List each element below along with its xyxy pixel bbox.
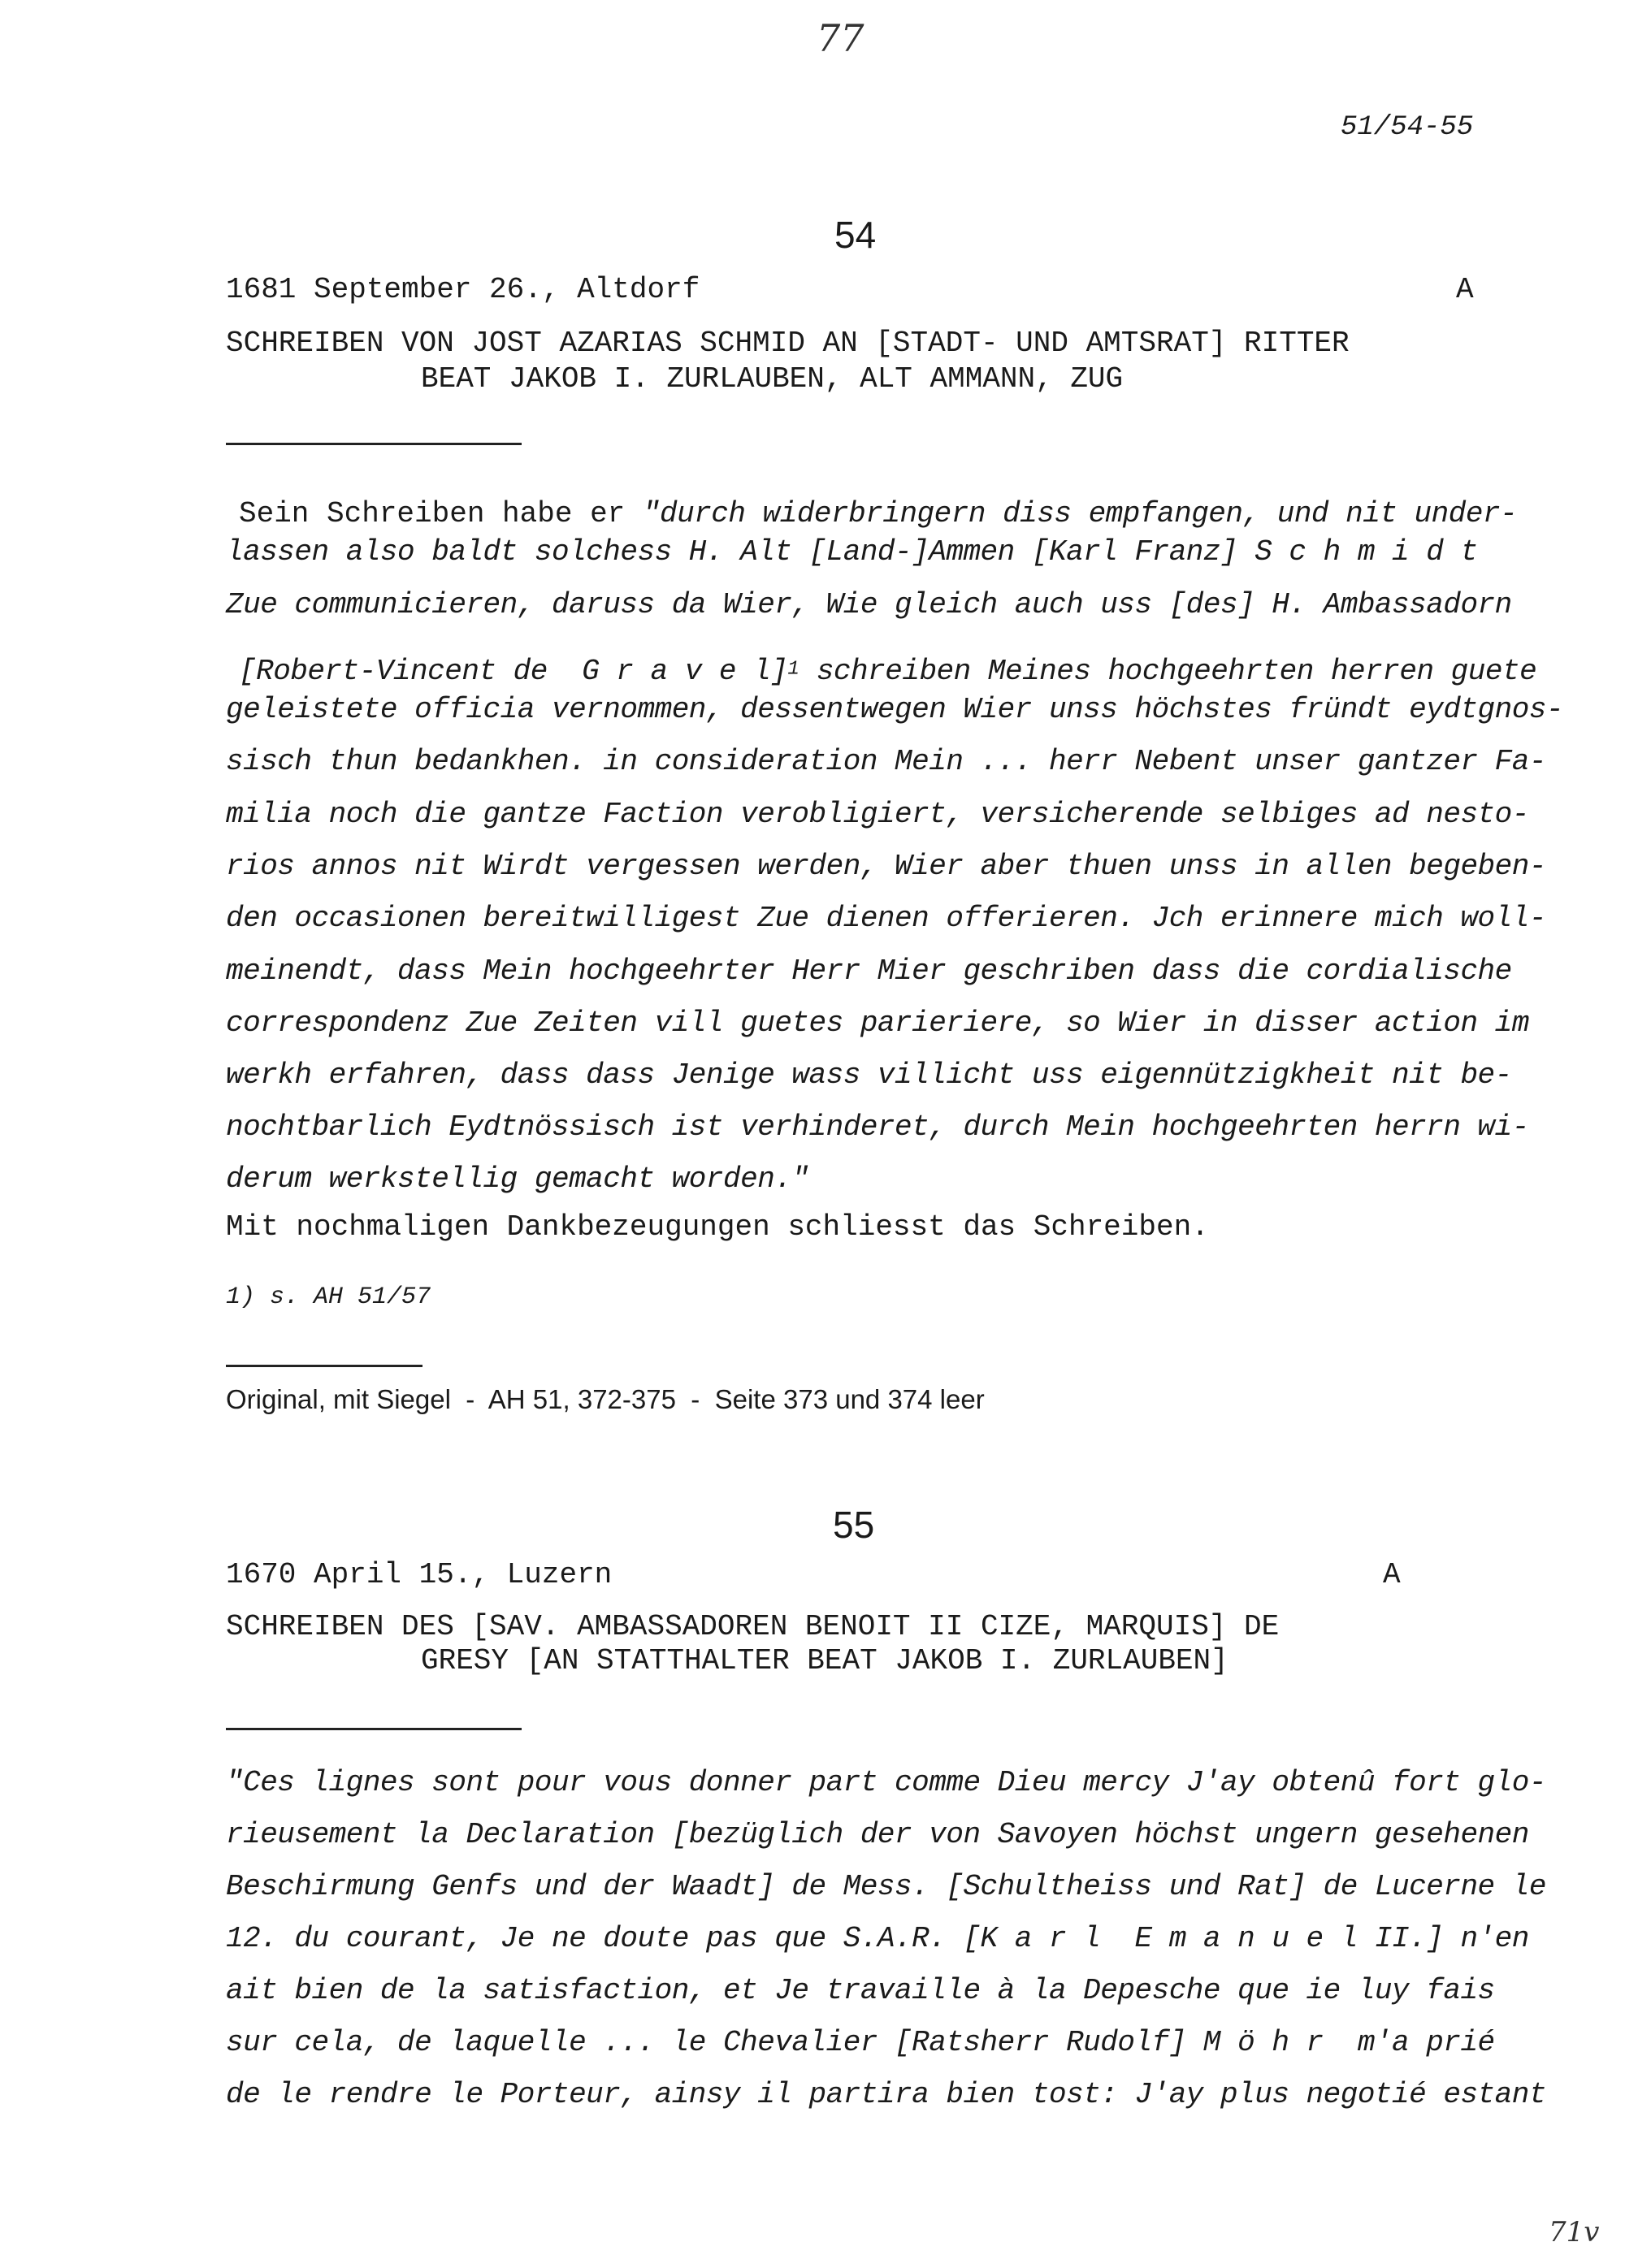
doc54-quote-line: derum werkstellig gemacht worden." — [226, 1162, 809, 1196]
doc54-quote-line: meinendt, dass Mein hochgeehrter Herr Mier geschriben dass die cordialische — [226, 954, 1512, 988]
doc54-class-code: A — [1456, 273, 1474, 306]
doc54-source-separator — [226, 1365, 422, 1367]
document-number-55: 55 — [833, 1504, 875, 1546]
doc55-quote-line: sur cela, de laquelle ... le Chevalier [Ratsherr Rudolf] M ö h r m'a prié — [226, 2026, 1495, 2059]
doc54-quote-line: sisch thun bedankhen. in consideration Mein ... herr Nebent unser gantzer Fa- — [226, 745, 1546, 778]
doc55-date-place: 1670 April 15., Luzern — [226, 1558, 613, 1591]
doc55-quote-line: Beschirmung Genfs und der Waadt] de Mess. [Schultheiss und Rat] de Lucerne le — [226, 1870, 1546, 1903]
handwritten-page-number: 77 — [817, 16, 864, 60]
doc55-separator — [226, 1728, 522, 1730]
doc55-class-code: A — [1383, 1558, 1401, 1591]
doc54-separator — [226, 443, 522, 445]
doc55-quote-line: 12. du courant, Je ne doute pas que S.A.R. [K a r l E m a n u e l II.] n'en — [226, 1922, 1529, 1955]
document-number-54: 54 — [834, 214, 877, 256]
doc54-closing: Mit nochmaligen Dankbezeugungen schliesst das Schreiben. — [226, 1210, 1209, 1244]
doc55-quote-line: rieusement la Declaration [bezüglich der von Savoyen höchst ungern gesehenen — [226, 1818, 1529, 1851]
doc55-title-line-1: SCHREIBEN DES [SAV. AMBASSADOREN BENOIT II CIZE, MARQUIS] DE — [226, 1610, 1280, 1643]
doc54-date-place: 1681 September 26., Altdorf — [226, 273, 700, 306]
doc54-quote-line: correspondenz Zue Zeiten vill guetes parieriere, so Wier in disser action im — [226, 1006, 1529, 1040]
doc54-quote-line: nochtbarlich Eydtnössisch ist verhinderet, durch Mein hochgeehrten herrn wi- — [226, 1110, 1529, 1144]
doc55-quote-line: ait bien de la satisfaction, et Je travaille à la Depesche que ie luy fais — [226, 1974, 1495, 2007]
doc54-quote-line: Zue communicieren, daruss da Wier, Wie gleich auch uss [des] H. Ambassadorn — [226, 588, 1512, 621]
doc54-source-note: Original, mit Siegel - AH 51, 372-375 - Seite 373 und 374 leer — [226, 1384, 985, 1414]
archive-reference: 51/54-55 — [1341, 112, 1474, 143]
doc54-footnote: 1) s. AH 51/57 — [226, 1283, 431, 1311]
doc54-quote-line: lassen also baldt solchess H. Alt [Land-]Ammen [Karl Franz] S c h m i d t — [226, 535, 1478, 569]
doc54-title-line-2: BEAT JAKOB I. ZURLAUBEN, ALT AMMANN, ZUG — [421, 362, 1124, 396]
doc54-quote-line: geleistete officia vernommen, dessentwegen Wier unss höchstes fründt eydtgnos- — [226, 693, 1564, 726]
doc54-intro: Sein Schreiben habe er — [239, 497, 643, 530]
doc54-quote-line: werkh erfahren, dass dass Jenige wass villicht uss eigennützigkheit nit be- — [226, 1058, 1512, 1092]
doc54-quote-line: milia noch die gantze Faction verobligiert, versicherende selbiges ad nesto- — [226, 798, 1529, 831]
doc54-footnote-marker: 1 — [787, 658, 800, 681]
doc54-quote-line: schreiben Meines hochgeehrten herren guete — [799, 655, 1537, 688]
doc55-quote-line: "Ces lignes sont pour vous donner part comme Dieu mercy J'ay obtenû fort glo- — [226, 1766, 1546, 1799]
doc54-title-line-1: SCHREIBEN VON JOST AZARIAS SCHMID AN [STADT- UND AMTSRAT] RITTER — [226, 327, 1350, 360]
doc55-quote-line: de le rendre le Porteur, ainsy il partira bien tost: J'ay plus negotié estant — [226, 2078, 1546, 2111]
doc54-quote-line: [Robert-Vincent de G r a v e l] — [239, 655, 788, 688]
doc54-quote-line: rios annos nit Wirdt vergessen werden, Wier aber thuen unss in allen begeben- — [226, 850, 1546, 883]
handwritten-folio-mark: 71v — [1549, 2216, 1600, 2249]
doc54-quote-line: "durch widerbringern diss empfangen, und nit under- — [642, 497, 1518, 530]
doc54-quote-line: den occasionen bereitwilligest Zue dienen offerieren. Jch erinnere mich woll- — [226, 902, 1546, 935]
doc55-title-line-2: GRESY [AN STATTHALTER BEAT JAKOB I. ZURLAUBEN] — [421, 1644, 1228, 1677]
